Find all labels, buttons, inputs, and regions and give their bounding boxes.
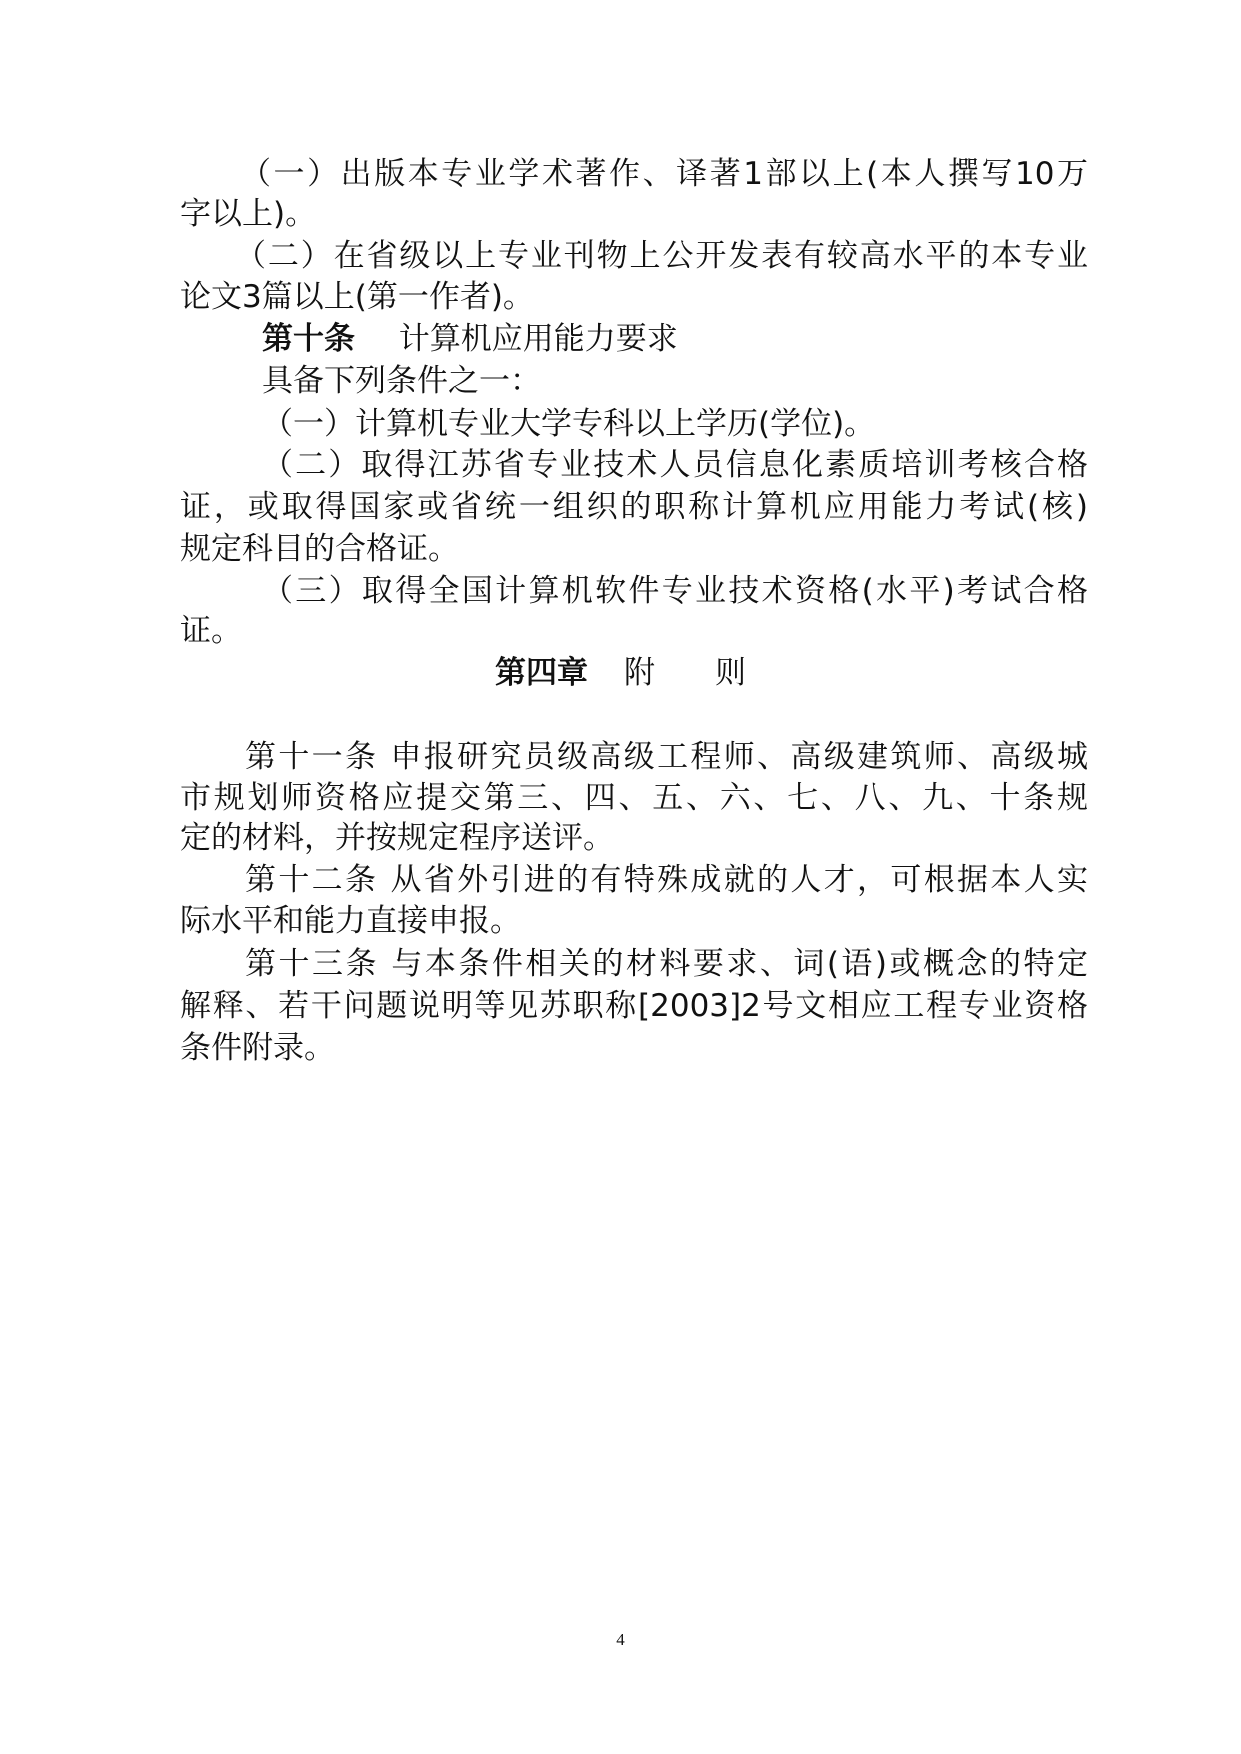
article-label: 第十条 xyxy=(262,321,355,357)
article-line: 际水平和能力直接申报。 xyxy=(180,903,521,939)
article-line: 第十二条 从省外引进的有特殊成就的人才，可根据本人实 xyxy=(245,862,1088,898)
chapter-title-a: 附 xyxy=(624,655,655,691)
paragraph-line: 证。 xyxy=(180,613,242,649)
article-line: 定的材料，并按规定程序送评。 xyxy=(180,820,614,856)
paragraph-line: （二）在省级以上专业刊物上公开发表有较高水平的本专业 xyxy=(235,238,1088,274)
page-number: 4 xyxy=(616,1630,625,1649)
paragraph-line: 字以上)。 xyxy=(180,196,317,232)
article-heading xyxy=(262,318,1088,360)
paragraph-line: 规定科目的合格证。 xyxy=(180,531,459,567)
article-line: 条件附录。 xyxy=(180,1030,335,1066)
article-title: 计算机应用能力要求 xyxy=(398,321,678,357)
chapter-label: 第四章 xyxy=(495,655,588,691)
article-line: 第十一条 申报研究员级高级工程师、高级建筑师、高级城 xyxy=(245,739,1088,775)
paragraph-line: 具备下列条件之一： xyxy=(262,363,541,399)
paragraph-line: （三）取得全国计算机软件专业技术资格(水平)考试合格 xyxy=(262,573,1088,609)
paragraph-line: （一）出版本专业学术著作、译著1部以上(本人撰写10万 xyxy=(240,156,1088,192)
paragraph-line: 证，或取得国家或省统一组织的职称计算机应用能力考试(核) xyxy=(180,489,1088,525)
chapter-heading xyxy=(0,652,1241,694)
article-line: 市规划师资格应提交第三、四、五、六、七、八、九、十条规 xyxy=(180,780,1088,816)
paragraph-line: （一）计算机专业大学专科以上学历(学位)。 xyxy=(262,406,876,442)
chapter-title-b: 则 xyxy=(715,655,746,691)
paragraph-line: 论文3篇以上(第一作者)。 xyxy=(180,279,534,315)
article-line: 解释、若干问题说明等见苏职称[2003]2号文相应工程专业资格 xyxy=(180,988,1088,1024)
paragraph-line: （二）取得江苏省专业技术人员信息化素质培训考核合格 xyxy=(262,447,1088,483)
article-line: 第十三条 与本条件相关的材料要求、词(语)或概念的特定 xyxy=(245,946,1088,982)
